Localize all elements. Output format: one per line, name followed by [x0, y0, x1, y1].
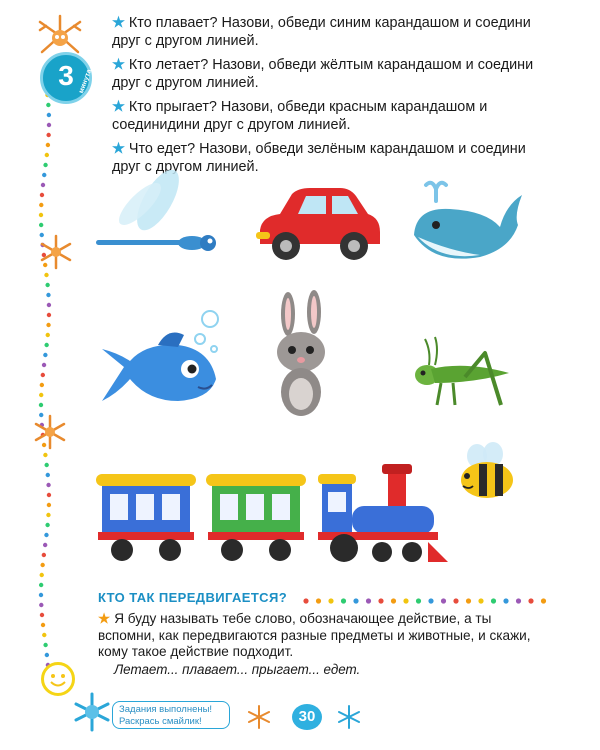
snowflake-character-icon	[30, 14, 90, 58]
margin-dots	[38, 70, 52, 680]
smiley-icon[interactable]	[41, 662, 75, 696]
star-icon: ★	[112, 99, 125, 115]
page-number: 30	[292, 704, 322, 730]
dragonfly-illustration	[92, 170, 222, 260]
minute-label: минута	[77, 68, 94, 95]
snowflake-icon-orange	[36, 232, 76, 272]
star-icon: ★	[98, 611, 111, 626]
star-icon: ★	[112, 57, 125, 73]
minute-number: 3	[58, 60, 74, 91]
grasshopper-illustration	[405, 335, 515, 410]
star-icon: ★	[112, 15, 125, 31]
done-line-1: Задания выполнены!	[119, 704, 213, 715]
task-item: ★ Кто летает? Назови, обведи жёлтым карандашом и соедини друг с другом линией.	[112, 57, 534, 91]
done-line-2: Раскрась смайлик!	[119, 716, 202, 727]
whale-illustration	[410, 175, 525, 270]
snowflake-character-blue-icon	[72, 690, 112, 734]
task-item: ★ Кто прыгает? Назови, обведи красным карандашом и соединидини друг с другом линией.	[112, 99, 488, 133]
task-item: ★ Кто плавает? Назови, обведи синим карандашом и соедини друг с другом линией.	[112, 15, 531, 49]
decorative-dots	[302, 597, 552, 605]
bee-illustration	[455, 442, 517, 502]
snowflake-icon-small-blue	[336, 704, 362, 730]
car-illustration	[250, 180, 385, 270]
snowflake-icon-orange-2	[30, 412, 70, 452]
smiley-face-icon	[44, 665, 72, 693]
tasks-done-note	[112, 701, 230, 729]
task-list	[112, 14, 552, 182]
example-words: Летает... плавает... прыгает... едет.	[114, 662, 361, 677]
train-illustration	[92, 462, 452, 574]
section-title: КТО ТАК ПЕРЕДВИГАЕТСЯ?	[98, 590, 288, 605]
task-item: ★ Что едет? Назови, обведи зелёным карандашом и соедини друг с другом линией.	[112, 141, 526, 175]
star-icon: ★	[112, 141, 125, 157]
section-body: ★ Я буду называть тебе слово, обозначающее действие, а ты вспомни, как передвигаются разные предметы и животные, и скажи, кому такое действие подходит.	[98, 611, 531, 659]
fish-illustration	[98, 305, 228, 415]
snowflake-icon-small	[246, 704, 272, 730]
rabbit-illustration	[268, 290, 334, 420]
